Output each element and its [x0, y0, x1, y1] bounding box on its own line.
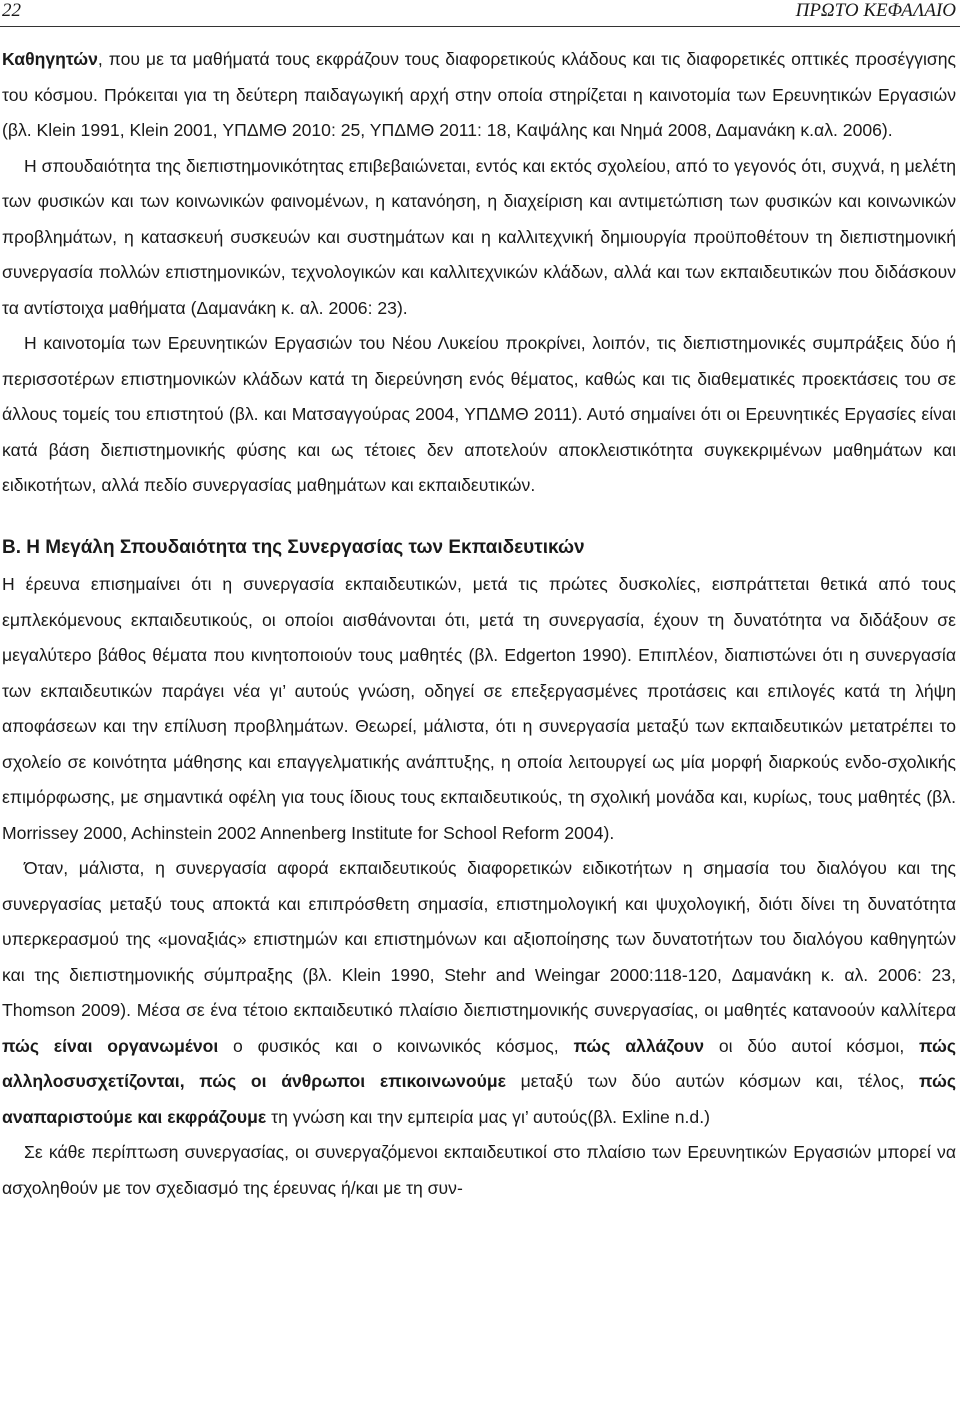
paragraph-interdisciplinarity-importance: Η σπουδαιότητα της διεπιστημονικότητας επιβεβαιώνεται, εντός και εκτός σχολείου, από το γεγονός ότι, συχνά, η μελέτη των φυσικών και των κοινωνικών φαινομένων, η κατανόηση, η διαχείριση και αντιμετώπιση των φυσικών και κοινωνικών προβλημάτων, η κατασκευή συσκευών και συστημάτων και η καλλιτεχνική δημιουργία προϋποθέτουν τη διεπιστημονική συνεργασία πολλών επιστημονικών, τεχνολογικών και καλλιτεχνικών κλάδων, αλλά και των εκπαιδευτικών που διδάσκουν τα αντίστοιχα μαθήματα (Δαμανάκη κ. αλ. 2006: 23). — [2, 155, 956, 318]
paragraph-teachers-disciplines — [2, 42, 956, 149]
document-body — [2, 42, 956, 1206]
paragraph-text: , που με τα μαθήματά τους εκφράζουν τους διαφορετικούς κλάδους και τις διαφορετικές οπτικές προσέγγισης του κόσμου. Πρόκειται για τη δεύτερη παιδαγωγική αρχή στην οποία στηρίζεται η καινοτομία των Ερευνητικών Εργασιών (βλ. Klein 1991, Klein 2001, ΥΠΔΜΘ 2010: 25, ΥΠΔΜΘ 2011: 18, Καψάλης και Νημά 2008, Δαμανάκη κ.αλ. 2006). — [2, 49, 956, 140]
paragraph-text: Όταν, μάλιστα, η συνεργασία αφορά εκπαιδευτικούς διαφορετικών ειδικοτήτων η σημασία του διαλόγου και της συνεργασίας μεταξύ τους αποκτά και επιπρόσθετη σημασία, επιστημολογική και ψυχολογική, διότι δίνει τη δυνατότητα υπερκερασμού της «μοναξιάς» επιστημών και επιστημόνων και αξιοποίησης των δυνατοτήτων του διαλόγου καθηγητών και της διεπιστημονικής σύμπραξης (βλ. Klein 1990, Stehr and Weingar 2000:118-120, Δαμανάκη κ. αλ. 2006: 23, Thomson 2009). Μέσα σε ένα τέτοιο εκπαιδευτικό πλαίσιο διεπιστημονικής συνεργασίας, οι μαθητές κατανοούν καλλίτερα — [2, 858, 956, 1020]
bold-phrase-represent: πώς αναπαριστούμε και εκφράζουμε — [2, 1071, 957, 1127]
chapter-running-head: ΠΡΩΤΟ ΚΕΦΑΛΑΙΟ — [795, 0, 956, 21]
paragraph-text: μεταξύ των δύο αυτών κόσμων και, τέλος, — [505, 1071, 920, 1091]
bold-phrase-interrelate: πώς αλληλοσυσχετίζονται, πώς οι άνθρωποι επικοινωνούμε — [2, 1035, 956, 1091]
paragraph-text: ο φυσικός και ο κοινωνικός κόσμος, — [218, 1035, 574, 1056]
bold-phrase-organized: πώς είναι οργανωμένοι — [2, 1035, 219, 1056]
paragraph-different-specialties — [2, 851, 956, 1135]
section-heading: Β. Η Μεγάλη Σπουδαιότητα της Συνεργασίας των Εκπαιδευτικών — [2, 536, 585, 558]
bold-lead-teachers: Καθηγητών — [2, 49, 98, 69]
paragraph-research-projects-innovation: Η καινοτομία των Ερευνητικών Εργασιών του Νέου Λυκείου προκρίνει, λοιπόν, τις διεπιστημονικές συμπράξεις δύο ή περισσοτέρων επιστημονικών κλάδων κατά τη διερεύνηση ενός θέματος, καθώς και τις διαθεματικές προεκτάσεις του σε άλλους τομείς του επιστητού (βλ. και Ματσαγγούρας 2004, ΥΠΔΜΘ 2011). Αυτό σημαίνει ότι οι Ερευνητικές Εργασίες είναι κατά βάση διεπιστημονικής φύσης και ως τέτοιες δεν αποτελούν αποκλειστικότητα συγκεκριμένων μαθημάτων και ειδικοτήτων, αλλά πεδίο συνεργασίας μαθημάτων και εκπαιδευτικών. — [2, 333, 956, 495]
paragraph-text: τη γνώση και την εμπειρία μας γι’ αυτούς(βλ. Exline n.d.) — [266, 1106, 710, 1127]
page-header — [0, 0, 960, 27]
page-number: 22 — [2, 0, 21, 21]
bold-phrase-change: πώς αλλάζουν — [573, 1035, 705, 1056]
paragraph-text: οι δύο αυτοί κόσμοι, — [704, 1035, 919, 1056]
paragraph-collaboration-cases: Σε κάθε περίπτωση συνεργασίας, οι συνεργαζόμενοι εκπαιδευτικοί στο πλαίσιο των Ερευνητικών Εργασιών μπορεί να ασχοληθούν με τον σχεδιασμό της έρευνας ή/και με τη συν- — [2, 1142, 956, 1198]
paragraph-research-on-collaboration: Η έρευνα επισημαίνει ότι η συνεργασία εκπαιδευτικών, μετά τις πρώτες δυσκολίες, εισπράττεται θετικά από τους εμπλεκόμενους εκπαιδευτικούς, οι οποίοι αισθάνονται ότι, μετά τη συνεργασία, έχουν τη δυνατότητα να διδάξουν σε μεγαλύτερο βάθος θέματα που κινητοποιούν τους μαθητές (βλ. Edgerton 1990). Επιπλέον, διαπιστώνει ότι η συνεργασία των εκπαιδευτικών παράγει νέα γι’ αυτούς γνώση, οδηγεί σε επεξεργασμένες προτάσεις και επιλογές κατά τη λήψη αποφάσεων και την επίλυση προβλημάτων. Θεωρεί, μάλιστα, ότι η συνεργασία μεταξύ των εκπαιδευτικών μετατρέπει το σχολείο σε κοινότητα μάθησης και επαγγελματικής ανάπτυξης, η οποία λειτουργεί ως μία μορφή διαρκούς ενδο-σχολικής επιμόρφωσης, με σημαντικά οφέλη για τους ίδιους τους εκπαιδευτικούς, τη σχολική μονάδα και, κυρίως, τους μαθητές (βλ. Morrissey 2000, Achinstein 2002 Annenberg Institute for School Reform 2004). — [2, 574, 956, 843]
